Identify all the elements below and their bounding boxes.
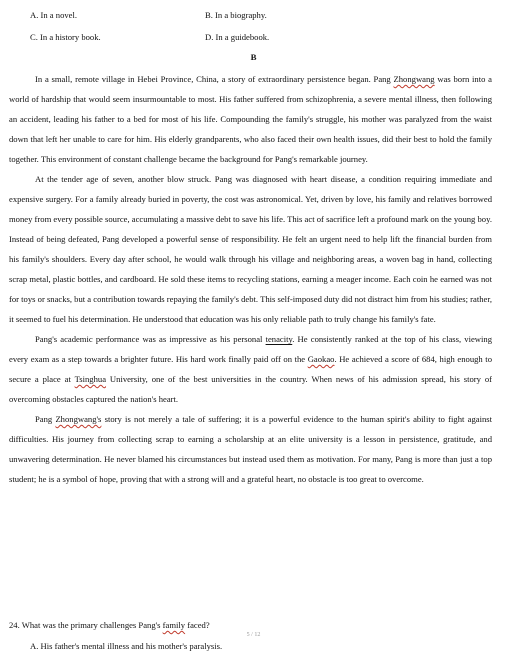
question-wavy-family: family (162, 620, 186, 630)
paragraph-3: Pang's academic performance was as impressive as his personal tenacity. He consistently ranked at the top of his class, viewing every exam as a step towards a brighter future. His hard work finally paid off on the Gaokao. He achieved a score of 684, high enough to secure a place at Tsinghua University, one of the best universities in the country. When news of his admission spread, his story of overcoming obstacles captured the nation's heart. (9, 334, 492, 404)
term-tsinghua: Tsinghua (74, 374, 107, 384)
underlined-tenacity: tenacity (265, 334, 293, 344)
term-gaokao: Gaokao (307, 354, 335, 364)
options-row-1 (20, 9, 490, 21)
paragraph-1: In a small, remote village in Hebei Province, China, a story of extraordinary persistence began. Pang Zhongwang was born into a world of hardship that would seem insurmountable to most. His father suffered from schizophrenia, a severe mental illness, then following an accident, leading his father to a bed for most of his life. Compounding the family's struggle, his mother was paralyzed from the waist down that left her unable to care for him. His elderly grandparents, who also faced their own health issues, did their best to hold the family together. This environment of constant challenge became the background for Pang's remarkable journey. (9, 74, 492, 164)
option-a: A. In a novel. (30, 10, 78, 20)
question-24: 24. What was the primary challenges Pang's family faced? (9, 620, 210, 630)
page-number: 5 / 12 (246, 632, 261, 638)
section-label: B (250, 52, 257, 62)
option-d: D. In a guidebook. (205, 32, 270, 42)
name-zhongwang: Zhongwang (393, 74, 435, 84)
reading-passage (9, 69, 492, 489)
question-24-option-a: A. His father's mental illness and his mother's paralysis. (30, 641, 223, 651)
paragraph-2: At the tender age of seven, another blow struck. Pang was diagnosed with heart disease, a condition requiring immediate and expensive surgery. For a family already buried in poverty, the cost was astronomical. Yet, driven by love, his family and relatives borrowed money from every possible source, accumulating a massive debt to save his life. This act of sacrifice left a profound mark on the young boy. Instead of being defeated, Pang developed a powerful sense of responsibility. He felt an urgent need to help lift the financial burden from his family's shoulders. Every day after school, he would walk through his village and neighboring areas, a woven bag in hand, collecting scrap metal, plastic bottles, and cardboard. He sold these items to recycling stations, earning a meager income. Each coin he earned was not for toys or snacks, but a contribution towards repaying the family's debt. This self-imposed duty did not distract him from his studies; rather, it seemed to fuel his determination. He understood that education was his only reliable path to truly change his family's fate. (9, 174, 492, 324)
options-row-2 (20, 31, 490, 43)
name-zhongwangs: Zhongwang's (55, 414, 102, 424)
paragraph-4: Pang Zhongwang's story is not merely a tale of suffering; it is a powerful evidence to the human spirit's ability to fight against difficulties. His journey from collecting scrap to earning a scholarship at an elite university is a lesson in persistence, gratitude, and unwavering determination. He never blamed his circumstances but instead used them as motivation. For many, Pang is more than just a top student; he is a symbol of hope, proving that with a strong will and a grateful heart, no obstacle is too great to overcome. (9, 414, 492, 484)
option-b: B. In a biography. (205, 10, 267, 20)
option-c: C. In a history book. (30, 32, 101, 42)
